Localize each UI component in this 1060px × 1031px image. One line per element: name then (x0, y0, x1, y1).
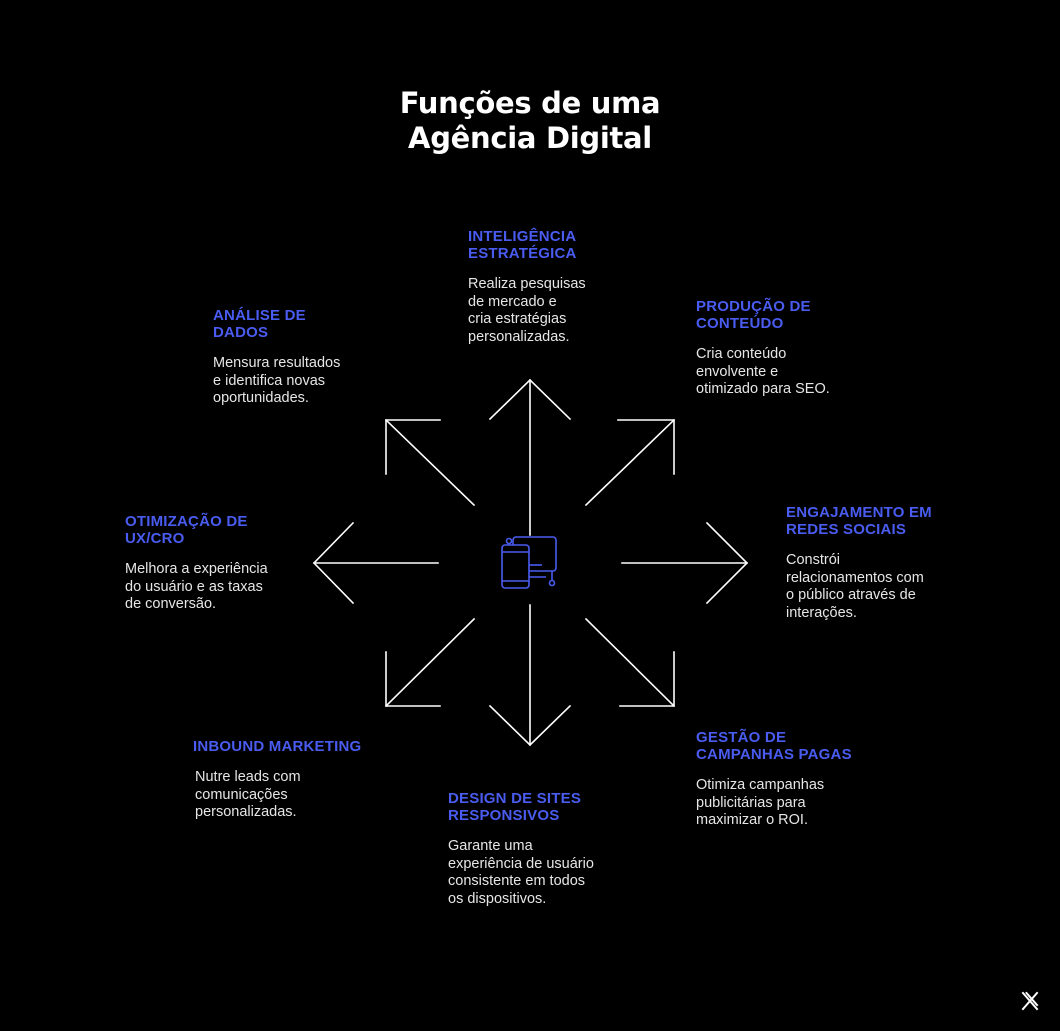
description-line: publicitárias para (696, 794, 806, 811)
function-heading (786, 504, 932, 538)
description-line: Melhora a experiência (125, 561, 268, 577)
description-line: Realiza pesquisas (468, 276, 586, 292)
function-producao-de-conteudo (696, 298, 830, 399)
description-line: o público através de (786, 587, 916, 603)
function-gestao-campanhas-pagas (696, 729, 852, 830)
description-line: personalizadas. (468, 328, 570, 345)
heading-line: GESTÃO DE (696, 729, 787, 746)
arrow-down-right (586, 619, 674, 706)
function-inteligencia-estrategica (468, 228, 586, 346)
function-heading (125, 513, 268, 547)
function-heading (696, 729, 852, 763)
description-line: consistente em todos (448, 873, 586, 889)
arrow-left (314, 523, 438, 603)
arrow-down-left (386, 619, 474, 706)
description-line: Constrói (786, 552, 840, 568)
arrow-down (490, 605, 570, 745)
x-logo-icon (1020, 990, 1040, 1012)
description-line: relacionamentos com (786, 569, 924, 586)
heading-line: INBOUND MARKETING (193, 738, 362, 755)
function-otimizacao-ux-cro (125, 513, 268, 614)
function-engajamento-redes-sociais (786, 504, 932, 622)
arrow-up-left (386, 420, 474, 505)
description-line: os dispositivos. (448, 890, 547, 907)
description-line: de conversão. (125, 596, 217, 612)
description-line: interações. (786, 604, 857, 621)
function-heading (448, 790, 594, 824)
function-heading (696, 298, 830, 332)
function-inbound-marketing (193, 738, 361, 822)
title-line-2: Agência Digital (408, 121, 652, 155)
heading-line: REDES SOCIAIS (786, 521, 907, 538)
heading-line: CONTEÚDO (696, 315, 784, 332)
heading-line: PRODUÇÃO DE (696, 298, 811, 315)
function-description (696, 346, 830, 399)
function-analise-de-dados (213, 307, 340, 408)
description-line: do usuário e as taxas (125, 578, 263, 595)
description-line: e identifica novas (213, 372, 326, 389)
heading-line: DADOS (213, 324, 269, 341)
function-design-sites-responsivos (448, 790, 594, 908)
description-line: otimizado para SEO. (696, 381, 830, 397)
function-description (468, 276, 586, 346)
description-line: cria estratégias (468, 311, 567, 327)
arrow-up (490, 380, 570, 535)
function-heading (468, 228, 586, 262)
description-line: Mensura resultados (213, 355, 341, 371)
function-description (786, 552, 932, 622)
heading-line: DESIGN DE SITES (448, 790, 582, 807)
description-line: envolvente e (696, 363, 779, 380)
description-line: experiência de usuário (448, 855, 594, 872)
description-line: Garante uma (448, 838, 533, 854)
description-line: Otimiza campanhas (696, 777, 825, 793)
function-description (696, 777, 852, 830)
heading-line: OTIMIZAÇÃO DE (125, 513, 248, 530)
arrow-up-right (586, 420, 674, 505)
function-description (213, 355, 340, 408)
devices-icon (502, 537, 556, 588)
description-line: personalizadas. (195, 804, 297, 820)
heading-line: CAMPANHAS PAGAS (696, 746, 852, 763)
function-heading (193, 738, 361, 755)
description-line: Cria conteúdo (696, 346, 787, 362)
function-description (448, 838, 594, 908)
heading-line: ANÁLISE DE (213, 307, 306, 324)
heading-line: ESTRATÉGICA (468, 245, 577, 262)
description-line: maximizar o ROI. (696, 812, 808, 828)
function-description (125, 561, 268, 614)
heading-line: ENGAJAMENTO EM (786, 504, 932, 521)
arrow-right (622, 523, 747, 603)
description-line: de mercado e (468, 293, 557, 310)
heading-line: INTELIGÊNCIA (468, 228, 577, 245)
title-line-1: Funções de uma (399, 86, 661, 120)
description-line: oportunidades. (213, 390, 309, 406)
function-description (195, 769, 361, 822)
heading-line: RESPONSIVOS (448, 807, 560, 824)
function-heading (213, 307, 340, 341)
description-line: comunicações (195, 786, 288, 803)
description-line: Nutre leads com (195, 769, 301, 785)
heading-line: UX/CRO (125, 530, 185, 547)
